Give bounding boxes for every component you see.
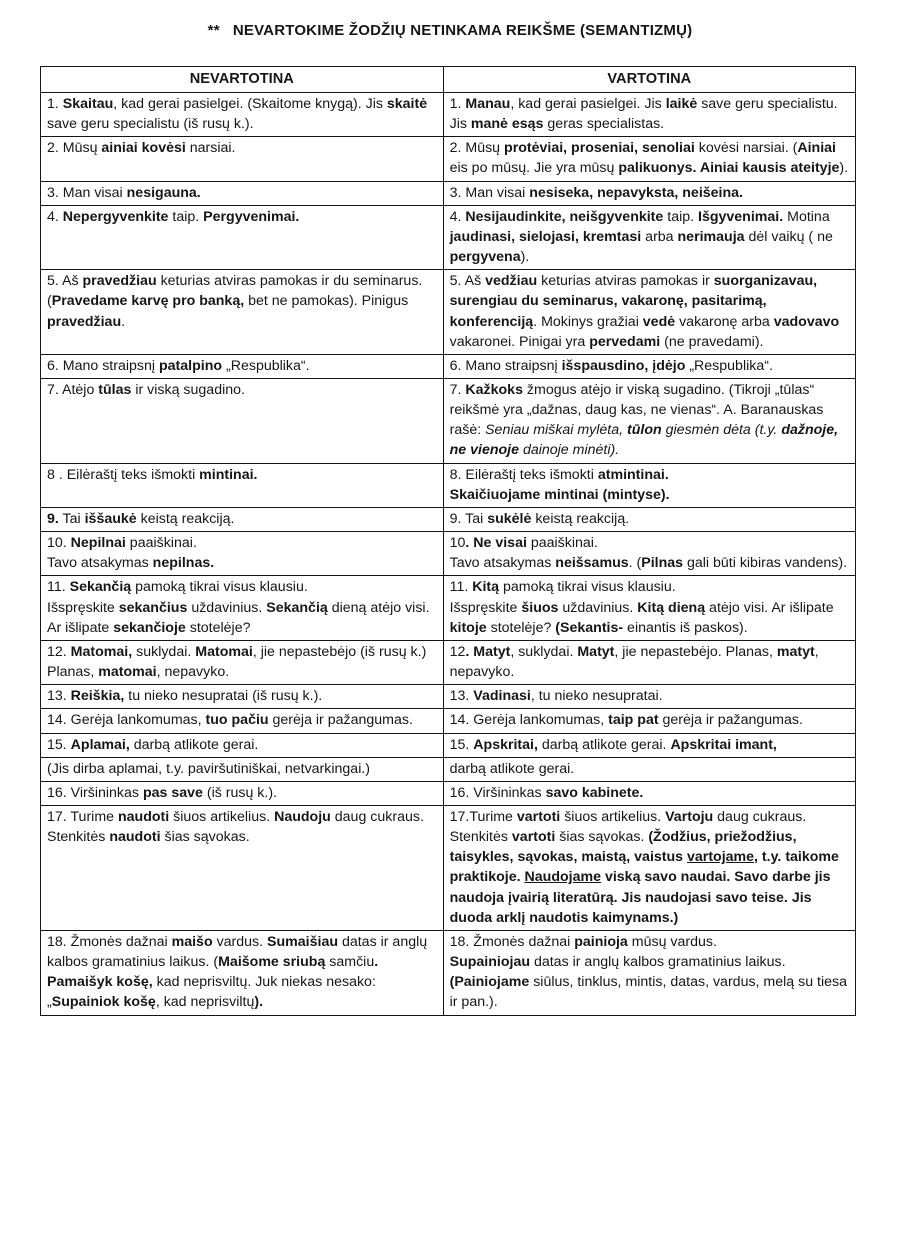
text-run: Motina bbox=[783, 208, 830, 225]
table-cell-right bbox=[443, 685, 855, 709]
table-cell-left bbox=[41, 757, 444, 781]
text-run: (iš rusų k.). bbox=[202, 784, 278, 801]
text-run: vadovavo bbox=[773, 313, 840, 330]
table-row bbox=[41, 733, 856, 757]
text-run: darbą atlikote gerai. bbox=[449, 760, 575, 777]
table-row bbox=[41, 709, 856, 733]
text-run: naudoti bbox=[117, 808, 170, 825]
text-run: 12. bbox=[47, 643, 71, 660]
text-run: 9. bbox=[47, 510, 59, 527]
text-run: Vartoju bbox=[665, 808, 714, 825]
text-run: 13. bbox=[47, 688, 71, 705]
text-run: gerėja ir pažangumas. bbox=[658, 712, 803, 729]
text-run: pergyvena bbox=[449, 249, 521, 266]
text-run: daug cukraus. Stenkitės bbox=[47, 808, 424, 846]
table-cell-left bbox=[41, 181, 444, 205]
text-run: Skaičiuojame mintinai (mintyse). bbox=[449, 486, 670, 503]
text-run: dainoje minėti). bbox=[519, 442, 620, 459]
text-run: Sumaišiau bbox=[267, 933, 339, 950]
table-row bbox=[41, 532, 856, 576]
text-run: (Jis dirba aplamai, t.y. paviršutiniškai, netvarkingai.) bbox=[47, 760, 371, 777]
table-cell-right bbox=[443, 781, 855, 805]
text-run: nesigauna. bbox=[126, 184, 201, 201]
text-run: nesiseka, nepavyksta, neišeina. bbox=[529, 184, 743, 201]
text-run: , kad neprisviltų bbox=[155, 994, 255, 1011]
text-run: Apskritai imant, bbox=[670, 736, 777, 753]
table-row bbox=[41, 781, 856, 805]
text-run: Vadinasi bbox=[473, 688, 531, 705]
text-run: kad neprisviltų. Juk niekas nesako: „ bbox=[47, 974, 376, 1011]
text-run: bet ne pamokas). Pinigus bbox=[244, 293, 409, 310]
text-run: arba bbox=[641, 228, 678, 245]
text-run: kovėsi narsiai. ( bbox=[694, 140, 798, 157]
text-run: Pergyvenimai. bbox=[203, 208, 300, 225]
text-run: Kitą bbox=[472, 579, 500, 596]
text-run: pamoką tikrai visus klausiu. bbox=[499, 579, 676, 596]
table-row bbox=[41, 640, 856, 684]
text-run: 6. Mano straipsnį bbox=[449, 357, 562, 374]
table-row bbox=[41, 463, 856, 507]
text-run: sukėlė bbox=[487, 510, 532, 527]
text-run: . Pamaišyk košę, bbox=[47, 954, 379, 991]
text-run: siūlus, tinklus, mintis, datas, vardus, melą su tiesa ir pan.). bbox=[449, 974, 848, 1011]
text-run: 10. bbox=[47, 535, 71, 552]
text-run: darbą atlikote gerai. bbox=[537, 736, 671, 753]
table-cell-right bbox=[443, 205, 855, 269]
table-row bbox=[41, 92, 856, 136]
table-cell-right bbox=[443, 354, 855, 378]
table-body bbox=[41, 92, 856, 1015]
text-run: 11. bbox=[449, 579, 473, 596]
text-run: , kad gerai pasielgei. (Skaitome knygą). Jis bbox=[113, 95, 387, 112]
text-run: Nepergyvenkite bbox=[62, 208, 169, 225]
text-run: Tavo atsakymas bbox=[449, 555, 556, 572]
text-run: Apskritai, bbox=[473, 736, 538, 753]
text-run: 3. Man visai bbox=[449, 184, 530, 201]
text-run: save geru specialistu. Jis bbox=[449, 95, 838, 133]
text-run: vardus. bbox=[212, 933, 268, 950]
text-run: Nesijaudinkite, neišgyvenkite bbox=[465, 208, 664, 225]
table-cell-left bbox=[41, 805, 444, 930]
table-row bbox=[41, 685, 856, 709]
text-run: naudoti bbox=[109, 829, 161, 846]
text-run: taip. bbox=[663, 208, 699, 225]
text-run: vartoti bbox=[516, 808, 561, 825]
table-row bbox=[41, 507, 856, 531]
text-run: Supainiojau bbox=[449, 954, 531, 971]
text-run: matomai bbox=[98, 664, 157, 681]
text-run: geras specialistas. bbox=[543, 116, 665, 133]
table-cell-right bbox=[443, 181, 855, 205]
text-run: . bbox=[121, 313, 126, 330]
text-run: 18. Žmonės dažnai bbox=[47, 933, 172, 950]
text-run: Tai bbox=[58, 510, 85, 527]
text-run: 15. bbox=[47, 736, 71, 753]
text-run: 17.Turime bbox=[449, 808, 517, 825]
table-cell-left bbox=[41, 137, 444, 181]
text-run: taip pat bbox=[608, 712, 659, 729]
text-run: 1. bbox=[47, 95, 63, 112]
table-row bbox=[41, 930, 856, 1015]
table-cell-right bbox=[443, 137, 855, 181]
text-run: paaiškinai. bbox=[526, 535, 598, 552]
text-run: 18. Žmonės dažnai bbox=[449, 933, 575, 950]
text-run: stotelėje? bbox=[486, 619, 556, 636]
text-run: narsiai. bbox=[185, 140, 236, 157]
table-row bbox=[41, 379, 856, 464]
text-run: Naudojame bbox=[524, 869, 602, 886]
text-run: iššaukė bbox=[84, 510, 137, 527]
text-run: vartojame bbox=[687, 849, 755, 866]
text-run: „Respublika“. bbox=[685, 357, 773, 374]
text-run: daug cukraus. Stenkitės bbox=[449, 808, 807, 846]
text-run: pravedžiau bbox=[47, 313, 122, 330]
text-run: save geru specialistu (iš rusų k.). bbox=[47, 116, 254, 133]
text-run: Naudoju bbox=[274, 808, 331, 825]
text-run: protėviai, proseniai, senoliai bbox=[504, 140, 695, 157]
text-run: ir viską sugadino. bbox=[131, 382, 245, 398]
table-row bbox=[41, 805, 856, 930]
text-run: sekančioje bbox=[113, 619, 186, 636]
table-cell-right bbox=[443, 463, 855, 507]
text-run: suorganizavau, surengiau du seminarus, vakaronę, pasitarimą, konferenciją bbox=[449, 273, 818, 330]
text-run: Nepilnai bbox=[70, 535, 126, 552]
text-run: dažnoje, ne vienoje bbox=[449, 422, 839, 459]
text-run: , kad gerai pasielgei. Jis bbox=[510, 95, 666, 112]
table-cell-left bbox=[41, 507, 444, 531]
text-run: datas ir anglų kalbos gramatinius laikus. ( bbox=[47, 933, 428, 971]
text-run: ainiai kovėsi bbox=[101, 140, 186, 157]
text-run: . Matyt bbox=[465, 643, 511, 660]
text-run: keturias atviras pamokas ir bbox=[537, 273, 714, 290]
table-cell-right bbox=[443, 805, 855, 930]
text-run: 5. Aš bbox=[47, 273, 83, 290]
header-row bbox=[41, 67, 856, 93]
text-run: 7. bbox=[449, 382, 466, 398]
text-run: uždavinius. bbox=[187, 599, 267, 616]
text-run: skaitė bbox=[386, 95, 428, 112]
text-run: 13. bbox=[449, 688, 474, 705]
text-run: (Painiojame bbox=[449, 974, 530, 991]
text-run: laikė bbox=[665, 95, 698, 112]
text-run: 7. Atėjo bbox=[47, 382, 99, 398]
text-run: vakaronę arba bbox=[675, 313, 774, 330]
text-run: pravedžiau bbox=[82, 273, 157, 290]
text-run: (ne pravedami). bbox=[660, 333, 764, 350]
table-cell-left bbox=[41, 781, 444, 805]
table-cell-right bbox=[443, 92, 855, 136]
text-run: , suklydai. bbox=[510, 643, 578, 660]
text-run: šiuos artikelius. bbox=[169, 808, 275, 825]
table-cell-left bbox=[41, 640, 444, 684]
text-run: Matomai bbox=[195, 643, 253, 660]
text-run: (Sekantis- bbox=[555, 619, 624, 636]
text-run: 6. Mano straipsnį bbox=[47, 357, 159, 374]
text-run: Skaitau bbox=[62, 95, 114, 112]
text-run: gerėja ir pažangumas. bbox=[268, 712, 413, 729]
text-run: „Respublika“. bbox=[222, 357, 310, 374]
text-run: Išgyvenimai. bbox=[698, 208, 784, 225]
text-run: 8. Eilėraštį teks išmokti bbox=[449, 466, 598, 483]
table-cell-right bbox=[443, 640, 855, 684]
text-run: nepilnas. bbox=[152, 555, 215, 572]
text-run: šias sąvokas. bbox=[555, 829, 649, 846]
text-run: Seniau miškai mylėta, bbox=[485, 422, 628, 439]
text-run: . ( bbox=[628, 555, 642, 572]
text-run: eis po mūsų. Jie yra mūsų bbox=[449, 160, 619, 177]
table-cell-left bbox=[41, 463, 444, 507]
table-cell-left bbox=[41, 576, 444, 640]
text-run: keturias atviras pamokas ir du seminarus. ( bbox=[47, 273, 423, 310]
text-run: einantis iš paskos). bbox=[623, 619, 748, 636]
text-run: 3. Man visai bbox=[47, 184, 127, 201]
text-run: ). bbox=[839, 160, 849, 177]
text-run: nerimauja bbox=[677, 228, 745, 245]
text-run: tu nieko nesupratai (iš rusų k.). bbox=[124, 688, 323, 705]
table-cell-right bbox=[443, 576, 855, 640]
text-run: patalpino bbox=[158, 357, 223, 374]
text-run: matyt bbox=[776, 643, 815, 660]
text-run: savo kabinete. bbox=[545, 784, 644, 801]
table-cell-left bbox=[41, 205, 444, 269]
table-row bbox=[41, 354, 856, 378]
text-run: pamoką tikrai visus klausiu. bbox=[131, 579, 308, 596]
text-run: šias sąvokas. bbox=[160, 829, 250, 846]
text-run: , tu nieko nesupratai. bbox=[530, 688, 663, 705]
table-row bbox=[41, 757, 856, 781]
text-run: Ainiai bbox=[797, 140, 836, 157]
text-run: atėjo visi. Ar išlipate bbox=[705, 599, 834, 616]
page-title: ** NEVARTOKIME ŽODŽIŲ NETINKAMA REIKŠME (SEMANTIZMŲ) bbox=[207, 22, 693, 39]
text-run: . Mokinys gražiai bbox=[533, 313, 643, 330]
text-run: šiuos artikelius. bbox=[560, 808, 666, 825]
text-run: , jie nepastebėjo. Planas, bbox=[614, 643, 777, 660]
text-run: Išspręskite bbox=[449, 599, 522, 616]
text-run: 12 bbox=[449, 643, 466, 660]
table-row bbox=[41, 576, 856, 640]
text-run: Matyt bbox=[577, 643, 615, 660]
text-run: , t.y. taikome praktikoje. bbox=[449, 849, 839, 886]
table-cell-left bbox=[41, 733, 444, 757]
text-run: viską savo naudai. Savo darbe jis naudoja įvairią literatūrą. Jis naudojasi savo teise. Jis duoda arklį naudotis kaimynams.) bbox=[449, 869, 831, 926]
text-run: Sekančią bbox=[69, 579, 132, 596]
text-run: Aplamai, bbox=[70, 736, 130, 753]
text-run: 15. bbox=[449, 736, 474, 753]
text-run: vedžiau bbox=[485, 273, 538, 290]
text-run: Matomai, bbox=[70, 643, 133, 660]
text-run: 1. bbox=[449, 95, 466, 112]
semantics-table bbox=[40, 66, 856, 1016]
text-run: šiuos bbox=[521, 599, 559, 616]
text-run: atmintinai. bbox=[597, 466, 669, 483]
text-run: 8 . Eilėraštį teks išmokti bbox=[47, 466, 200, 483]
text-run: mūsų vardus. bbox=[627, 933, 717, 950]
text-run: paaiškinai. bbox=[125, 535, 197, 552]
text-run: suklydai. bbox=[132, 643, 196, 660]
text-run: , nepavyko. bbox=[156, 664, 230, 681]
text-run: taip. bbox=[168, 208, 204, 225]
text-run: 17. Turime bbox=[47, 808, 118, 825]
text-run: , jie nepastebėjo (iš rusų k.) Planas, bbox=[47, 643, 427, 681]
text-run: žmogus atėjo ir viską sugadino. (Tikroji „tūlas“ reikšmė yra „dažnas, daug kas, ne vienas“. A. Baranauskas rašė: bbox=[449, 382, 824, 439]
text-run: Supainiok košę bbox=[51, 994, 156, 1011]
table-cell-right bbox=[443, 379, 855, 464]
text-run: Kitą dieną bbox=[637, 599, 706, 616]
text-run: darbą atlikote gerai. bbox=[129, 736, 259, 753]
text-run: ). bbox=[254, 994, 264, 1011]
text-run: 16. Viršininkas bbox=[47, 784, 143, 801]
text-run: 5. Aš bbox=[449, 273, 486, 290]
table-cell-left bbox=[41, 92, 444, 136]
text-run: maišo bbox=[171, 933, 213, 950]
table-row bbox=[41, 181, 856, 205]
text-run: . Ne visai bbox=[465, 535, 527, 552]
text-run: 2. Mūsų bbox=[47, 140, 102, 157]
text-run: vartoti bbox=[511, 829, 556, 846]
text-run: pervedami bbox=[589, 333, 661, 350]
table-cell-left bbox=[41, 685, 444, 709]
table-cell-left bbox=[41, 930, 444, 1015]
text-run: 14. Gerėja lankomumas, bbox=[449, 712, 609, 729]
table-row bbox=[41, 205, 856, 269]
text-run: palikuonys. Ainiai kausis ateityje bbox=[618, 160, 840, 177]
text-run: 16. Viršininkas bbox=[449, 784, 546, 801]
column-header-vartotina: VARTOTINA bbox=[443, 67, 855, 93]
text-run: Tavo atsakymas bbox=[47, 555, 153, 572]
table-row bbox=[41, 137, 856, 181]
text-run: stotelėje? bbox=[185, 619, 251, 636]
table-cell-right bbox=[443, 733, 855, 757]
text-run: datas ir anglų kalbos gramatinius laikus. bbox=[530, 954, 786, 971]
text-run: pas save bbox=[142, 784, 203, 801]
text-run: 14. Gerėja lankomumas, bbox=[47, 712, 206, 729]
table-row bbox=[41, 270, 856, 355]
text-run: tūlas bbox=[98, 382, 132, 398]
text-run: dėl vaikų ( ne bbox=[744, 228, 833, 245]
table-cell-right bbox=[443, 930, 855, 1015]
text-run: manė esąs bbox=[470, 116, 544, 133]
table-cell-right bbox=[443, 757, 855, 781]
text-run: Maišome sriubą bbox=[218, 954, 326, 971]
text-run: samčiu bbox=[325, 954, 375, 971]
text-run: jaudinasi, sielojasi, kremtasi bbox=[449, 228, 642, 245]
text-run: 9. Tai bbox=[449, 510, 488, 527]
text-run: painioja bbox=[574, 933, 628, 950]
text-run: tūlon bbox=[627, 422, 662, 439]
text-run: 4. bbox=[47, 208, 63, 225]
table-cell-right bbox=[443, 507, 855, 531]
text-run: Manau bbox=[465, 95, 511, 112]
table-cell-left bbox=[41, 379, 444, 464]
text-run: Išspręskite bbox=[47, 599, 119, 616]
table-cell-left bbox=[41, 532, 444, 576]
text-run: Kažkoks bbox=[465, 382, 523, 398]
text-run: ). bbox=[520, 249, 530, 266]
table-cell-right bbox=[443, 709, 855, 733]
text-run: Pravedame karvę pro banką, bbox=[51, 293, 245, 310]
text-run: sekančius bbox=[118, 599, 188, 616]
text-run: keistą reakciją. bbox=[531, 510, 630, 527]
text-run: kitoje bbox=[449, 619, 487, 636]
table-cell-left bbox=[41, 270, 444, 355]
text-run: 10 bbox=[449, 535, 466, 552]
text-run: 11. bbox=[47, 579, 70, 596]
table-cell-left bbox=[41, 709, 444, 733]
table-header bbox=[41, 67, 856, 93]
text-run: Pilnas bbox=[641, 555, 684, 572]
column-header-nevartotina: NEVARTOTINA bbox=[41, 67, 444, 93]
text-run: vakaronei. Pinigai yra bbox=[449, 333, 590, 350]
table-cell-right bbox=[443, 532, 855, 576]
text-run: gali būti kibiras vandens). bbox=[683, 555, 848, 572]
text-run: išspausdino, įdėjo bbox=[561, 357, 686, 374]
text-run: 2. Mūsų bbox=[449, 140, 505, 157]
text-run: tuo pačiu bbox=[205, 712, 269, 729]
text-run: dieną atėjo visi. Ar išlipate bbox=[47, 599, 430, 636]
text-run: , nepavyko. bbox=[449, 643, 819, 681]
table-cell-left bbox=[41, 354, 444, 378]
text-run: Reiškia, bbox=[70, 688, 125, 705]
text-run: giesmėn dėta (t.y. bbox=[661, 422, 782, 439]
text-run: neišsamus bbox=[555, 555, 629, 572]
text-run: 4. bbox=[449, 208, 466, 225]
text-run: uždavinius. bbox=[558, 599, 638, 616]
text-run: vedė bbox=[642, 313, 676, 330]
text-run: keistą reakciją. bbox=[136, 510, 235, 527]
text-run: mintinai. bbox=[199, 466, 258, 483]
table-cell-right bbox=[443, 270, 855, 355]
text-run: (Žodžius, priežodžius, taisykles, sąvokas, maistą, vaistus bbox=[449, 829, 797, 866]
text-run: Sekančią bbox=[266, 599, 328, 616]
